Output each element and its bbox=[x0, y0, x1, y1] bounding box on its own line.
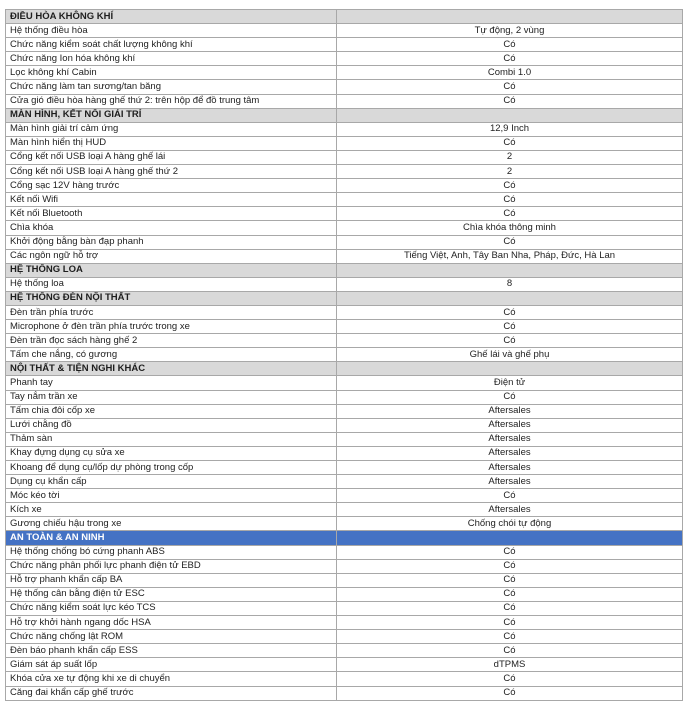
spec-row bbox=[6, 94, 683, 108]
spec-label: Kết nối Wifi bbox=[6, 193, 337, 207]
spec-label: Phanh tay bbox=[6, 376, 337, 390]
spec-value: 8 bbox=[337, 277, 683, 291]
spec-label: Dụng cụ khẩn cấp bbox=[6, 475, 337, 489]
section-title: ĐIỀU HÒA KHÔNG KHÍ bbox=[6, 10, 337, 24]
spec-label: Hệ thống loa bbox=[6, 277, 337, 291]
spec-label: Cổng kết nối USB loại A hàng ghế lái bbox=[6, 150, 337, 164]
spec-label: Căng đai khẩn cấp ghế trước bbox=[6, 686, 337, 700]
spec-value: Tiếng Việt, Anh, Tây Ban Nha, Pháp, Đức, Hà Lan bbox=[337, 249, 683, 263]
spec-label: Tấm che nắng, có gương bbox=[6, 348, 337, 362]
spec-label: Chức năng kiểm soát chất lượng không khí bbox=[6, 38, 337, 52]
section-header-row bbox=[6, 108, 683, 122]
spec-row bbox=[6, 390, 683, 404]
spec-value: Có bbox=[337, 601, 683, 615]
spec-value: Có bbox=[337, 489, 683, 503]
spec-row bbox=[6, 418, 683, 432]
spec-row bbox=[6, 503, 683, 517]
spec-row bbox=[6, 475, 683, 489]
spec-row bbox=[6, 545, 683, 559]
section-header-row bbox=[6, 263, 683, 277]
spec-value: Có bbox=[337, 559, 683, 573]
spec-value: Điện tử bbox=[337, 376, 683, 390]
spec-value: 12,9 Inch bbox=[337, 122, 683, 136]
spec-label: Khoang để dụng cụ/lốp dự phòng trong cốp bbox=[6, 461, 337, 475]
spec-row bbox=[6, 136, 683, 150]
spec-row bbox=[6, 24, 683, 38]
spec-value: Có bbox=[337, 573, 683, 587]
spec-value: Có bbox=[337, 52, 683, 66]
spec-value: Aftersales bbox=[337, 475, 683, 489]
spec-value: Có bbox=[337, 136, 683, 150]
spec-value: Có bbox=[337, 305, 683, 319]
spec-label: Hệ thống chống bó cứng phanh ABS bbox=[6, 545, 337, 559]
spec-row bbox=[6, 601, 683, 615]
spec-label: Hệ thống cân bằng điện tử ESC bbox=[6, 587, 337, 601]
section-header-blank-cell bbox=[337, 531, 683, 545]
section-header-row bbox=[6, 10, 683, 24]
spec-value: Có bbox=[337, 334, 683, 348]
spec-label: Cửa gió điều hòa hàng ghế thứ 2: trên hộp để đồ trung tâm bbox=[6, 94, 337, 108]
section-title: AN TOÀN & AN NINH bbox=[6, 531, 337, 545]
spec-label: Đèn trần phía trước bbox=[6, 305, 337, 319]
spec-table bbox=[5, 9, 683, 701]
spec-value: Aftersales bbox=[337, 446, 683, 460]
spec-value: Aftersales bbox=[337, 418, 683, 432]
spec-row bbox=[6, 686, 683, 700]
spec-value: Aftersales bbox=[337, 503, 683, 517]
spec-value: Aftersales bbox=[337, 432, 683, 446]
spec-value: Ghế lái và ghế phụ bbox=[337, 348, 683, 362]
section-header-row bbox=[6, 531, 683, 545]
spec-label: Màn hình giải trí cảm ứng bbox=[6, 122, 337, 136]
section-title: HỆ THỐNG ĐÈN NỘI THẤT bbox=[6, 291, 337, 305]
section-header-blank-cell bbox=[337, 108, 683, 122]
section-title: MÀN HÌNH, KẾT NỐI GIẢI TRÍ bbox=[6, 108, 337, 122]
spec-row bbox=[6, 573, 683, 587]
spec-value: Có bbox=[337, 672, 683, 686]
spec-value: Có bbox=[337, 545, 683, 559]
spec-value: Có bbox=[337, 320, 683, 334]
section-header-blank-cell bbox=[337, 263, 683, 277]
spec-row bbox=[6, 630, 683, 644]
spec-label: Hệ thống điều hòa bbox=[6, 24, 337, 38]
spec-row bbox=[6, 221, 683, 235]
spec-row bbox=[6, 277, 683, 291]
spec-value: 2 bbox=[337, 150, 683, 164]
spec-value: Có bbox=[337, 644, 683, 658]
spec-row bbox=[6, 193, 683, 207]
spec-row bbox=[6, 320, 683, 334]
section-title: NỘI THẤT & TIỆN NGHI KHÁC bbox=[6, 362, 337, 376]
spec-row bbox=[6, 80, 683, 94]
spec-row bbox=[6, 179, 683, 193]
spec-row bbox=[6, 150, 683, 164]
spec-label: Lưới chằng đồ bbox=[6, 418, 337, 432]
spec-label: Microphone ở đèn trần phía trước trong xe bbox=[6, 320, 337, 334]
spec-row bbox=[6, 616, 683, 630]
spec-value: Có bbox=[337, 207, 683, 221]
spec-value: Có bbox=[337, 587, 683, 601]
spec-row bbox=[6, 52, 683, 66]
spec-label: Kết nối Bluetooth bbox=[6, 207, 337, 221]
spec-value: Có bbox=[337, 686, 683, 700]
spec-value: Có bbox=[337, 193, 683, 207]
spec-label: Tấm chia đôi cốp xe bbox=[6, 404, 337, 418]
section-header-row bbox=[6, 291, 683, 305]
spec-label: Hỗ trợ khởi hành ngang dốc HSA bbox=[6, 616, 337, 630]
spec-row bbox=[6, 165, 683, 179]
spec-value: Có bbox=[337, 630, 683, 644]
spec-value: Combi 1.0 bbox=[337, 66, 683, 80]
spec-row bbox=[6, 305, 683, 319]
spec-label: Màn hình hiển thị HUD bbox=[6, 136, 337, 150]
spec-value: 2 bbox=[337, 165, 683, 179]
spec-label: Chức năng chống lật ROM bbox=[6, 630, 337, 644]
spec-label: Khóa cửa xe tự động khi xe di chuyển bbox=[6, 672, 337, 686]
spec-row bbox=[6, 334, 683, 348]
spec-label: Kích xe bbox=[6, 503, 337, 517]
spec-row bbox=[6, 489, 683, 503]
spec-label: Gương chiếu hậu trong xe bbox=[6, 517, 337, 531]
spec-label: Giám sát áp suất lốp bbox=[6, 658, 337, 672]
spec-value: Có bbox=[337, 38, 683, 52]
spec-value: Có bbox=[337, 235, 683, 249]
spec-label: Khởi động bằng bàn đạp phanh bbox=[6, 235, 337, 249]
spec-value: Chống chói tự động bbox=[337, 517, 683, 531]
spec-row bbox=[6, 348, 683, 362]
spec-row bbox=[6, 587, 683, 601]
spec-value: Aftersales bbox=[337, 404, 683, 418]
spec-label: Móc kéo tời bbox=[6, 489, 337, 503]
spec-label: Chức năng Ion hóa không khí bbox=[6, 52, 337, 66]
spec-label: Chức năng làm tan sương/tan băng bbox=[6, 80, 337, 94]
spec-row bbox=[6, 235, 683, 249]
spec-label: Các ngôn ngữ hỗ trợ bbox=[6, 249, 337, 263]
spec-row bbox=[6, 404, 683, 418]
spec-value: Aftersales bbox=[337, 461, 683, 475]
spec-row bbox=[6, 249, 683, 263]
spec-row bbox=[6, 38, 683, 52]
spec-row bbox=[6, 644, 683, 658]
spec-row bbox=[6, 461, 683, 475]
spec-value: dTPMS bbox=[337, 658, 683, 672]
spec-row bbox=[6, 432, 683, 446]
spec-value: Tự động, 2 vùng bbox=[337, 24, 683, 38]
spec-row bbox=[6, 672, 683, 686]
spec-row bbox=[6, 122, 683, 136]
section-header-row bbox=[6, 362, 683, 376]
spec-value: Có bbox=[337, 179, 683, 193]
spec-row bbox=[6, 376, 683, 390]
spec-label: Tay nắm trần xe bbox=[6, 390, 337, 404]
spec-value: Có bbox=[337, 616, 683, 630]
spec-value: Chìa khóa thông minh bbox=[337, 221, 683, 235]
spec-label: Thảm sàn bbox=[6, 432, 337, 446]
spec-label: Cổng sạc 12V hàng trước bbox=[6, 179, 337, 193]
spec-row bbox=[6, 559, 683, 573]
spec-table-body bbox=[6, 10, 683, 701]
spec-label: Đèn trần đọc sách hàng ghế 2 bbox=[6, 334, 337, 348]
spec-row bbox=[6, 517, 683, 531]
spec-value: Có bbox=[337, 390, 683, 404]
section-header-blank-cell bbox=[337, 362, 683, 376]
spec-label: Cổng kết nối USB loại A hàng ghế thứ 2 bbox=[6, 165, 337, 179]
spec-row bbox=[6, 658, 683, 672]
spec-label: Đèn báo phanh khẩn cấp ESS bbox=[6, 644, 337, 658]
spec-row bbox=[6, 446, 683, 460]
section-title: HỆ THỐNG LOA bbox=[6, 263, 337, 277]
spec-value: Có bbox=[337, 80, 683, 94]
section-header-blank-cell bbox=[337, 10, 683, 24]
spec-value: Có bbox=[337, 94, 683, 108]
section-header-blank-cell bbox=[337, 291, 683, 305]
spec-row bbox=[6, 66, 683, 80]
spec-label: Khay đựng dụng cụ sửa xe bbox=[6, 446, 337, 460]
spec-label: Chức năng kiểm soát lực kéo TCS bbox=[6, 601, 337, 615]
spec-label: Lọc không khí Cabin bbox=[6, 66, 337, 80]
spec-label: Hỗ trợ phanh khẩn cấp BA bbox=[6, 573, 337, 587]
spec-label: Chìa khóa bbox=[6, 221, 337, 235]
spec-label: Chức năng phân phối lực phanh điện tử EBD bbox=[6, 559, 337, 573]
spec-row bbox=[6, 207, 683, 221]
